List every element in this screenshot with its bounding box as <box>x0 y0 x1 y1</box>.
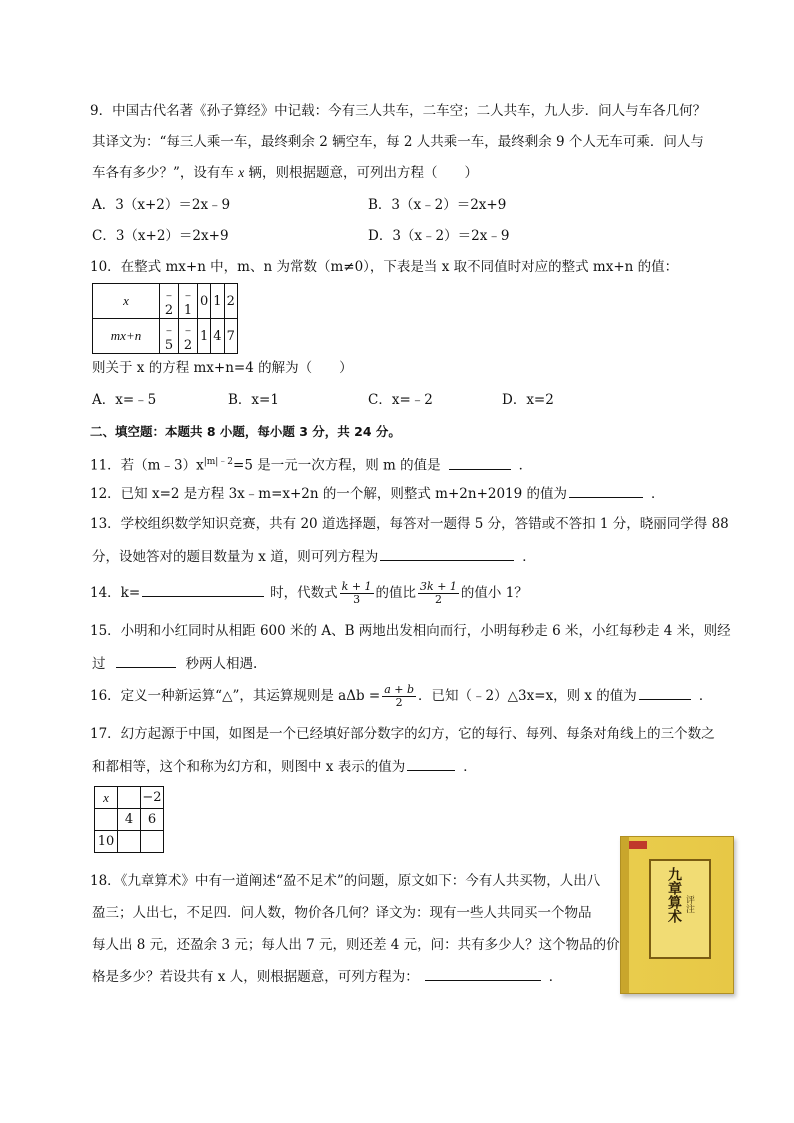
magic-cell: −2 <box>141 787 164 809</box>
table-cell: 1 <box>198 319 211 354</box>
table-row <box>93 319 238 354</box>
q15-line-2: 过 秒两人相遇. <box>92 653 257 674</box>
q9-option-c: C．3（x+2）＝2x+9 <box>92 228 229 244</box>
section-heading: 二、填空题：本题共 8 小题，每小题 3 分，共 24 分。 <box>90 424 401 439</box>
q18-line-1: 18．《九章算术》中有一道阐述“盈不足术”的问题，原文如下：今有人共买物，人出八 <box>90 873 601 889</box>
answer-blank[interactable] <box>639 685 691 700</box>
q10-option-d: D．x=2 <box>502 392 554 408</box>
q16-line: 16．定义一种新运算“△”，其运算规则是 aΔb = $\frac{a + b}{2}$ ．已知（﹣2）△3x=x，则 x 的值为 ． <box>90 683 713 709</box>
table-row <box>93 284 238 319</box>
q15-line-1: 15．小明和小红同时从相距 600 米的 A、B 两地出发相向而行，小明每秒走 6 米，小红每秒走 4 米，则经 <box>90 623 731 639</box>
q18-line-4: 格是多少？若设共有 x 人，则根据题意，可列方程为： ． <box>92 966 562 987</box>
q9-line-3: 车各有多少？”，设有车 x 辆，则根据题意，可列出方程（ ） <box>92 165 478 181</box>
table-row <box>95 787 164 809</box>
table-cell: ﹣2 <box>160 284 179 319</box>
q18-line-2: 盈三；人出七，不足四．问人数，物价各几何？译文为：现有一些人共同买一个物品 <box>92 905 592 921</box>
q10-option-b: B．x=1 <box>228 392 279 408</box>
answer-blank[interactable] <box>449 455 511 470</box>
table-cell: 7 <box>224 319 237 354</box>
table-row <box>95 809 164 831</box>
book-title: 九章算术 <box>666 867 682 923</box>
table-cell: 2 <box>224 284 237 319</box>
magic-cell: 6 <box>141 809 164 831</box>
magic-cell <box>141 831 164 853</box>
q9-option-d: D．3（x﹣2）＝2x﹣9 <box>368 228 510 244</box>
q13-line-1: 13．学校组织数学知识竞赛，共有 20 道选择题，每答对一题得 5 分，答错或不答扣 1 分，晓丽同学得 88 <box>90 516 729 532</box>
table-cell: ﹣5 <box>160 319 179 354</box>
table-cell: 4 <box>211 319 224 354</box>
q12-line: 12．已知 x=2 是方程 3x﹣m=x+2n 的一个解，则整式 m+2n+2019 的值为 ． <box>90 483 665 504</box>
q17-line-2: 和都相等，这个和称为幻方和，则图中 x 表示的值为 ． <box>92 756 477 777</box>
magic-cell: 10 <box>95 831 118 853</box>
q10-option-c: C．x=﹣2 <box>368 392 433 408</box>
table-header-mxn: mx+n <box>93 319 160 354</box>
magic-cell <box>95 809 118 831</box>
q9-line-1: 9．中国古代名著《孙子算经》中记载：今有三人共车，二车空；二人共车，九人步．问人与车各几何？ <box>90 103 707 119</box>
q10-line-1: 10．在整式 mx+n 中，m、n 为常数（m≠0），下表是当 x 取不同值时对应的整式 mx+n 的值： <box>90 259 679 275</box>
q9-option-a: A．3（x+2）＝2x﹣9 <box>92 197 231 213</box>
magic-square <box>94 786 164 853</box>
magic-cell: x <box>95 787 118 809</box>
q14-line: 14．k= 时，代数式 $\frac{k + 1}{3}$ 的值比 $\frac{3k + 1}{2}$ 的值小 1？ <box>90 580 528 606</box>
book-badge <box>629 841 647 849</box>
q13-line-2: 分，设她答对的题目数量为 x 道，则可列方程为 ． <box>92 546 536 567</box>
answer-blank[interactable] <box>407 756 455 771</box>
magic-cell <box>118 787 141 809</box>
answer-blank[interactable] <box>116 653 176 668</box>
q10-option-a: A．x=﹣5 <box>92 392 157 408</box>
table-cell: ﹣2 <box>179 319 198 354</box>
magic-cell: 4 <box>118 809 141 831</box>
table-cell: ﹣1 <box>179 284 198 319</box>
q10-value-table <box>92 283 238 354</box>
answer-blank[interactable] <box>380 546 514 561</box>
table-cell: 1 <box>211 284 224 319</box>
answer-blank[interactable] <box>142 582 264 597</box>
book-subtitle: 评注 <box>684 895 694 913</box>
table-header-x: x <box>93 284 160 319</box>
fraction: $\frac{k + 1}{3}$ <box>341 580 372 606</box>
book-spine <box>621 837 629 993</box>
q10-line-2: 则关于 x 的方程 mx+n=4 的解为（ ） <box>92 360 353 376</box>
answer-blank[interactable] <box>425 966 541 981</box>
magic-cell <box>118 831 141 853</box>
fraction: $\frac{3k + 1}{2}$ <box>420 580 457 606</box>
q17-line-1: 17．幻方起源于中国，如图是一个已经填好部分数字的幻方，它的每行、每列、每条对角线上的三个数之 <box>90 726 715 742</box>
q9-line-2: 其译文为：“每三人乘一车，最终剩余 2 辆空车，每 2 人共乘一车，最终剩余 9 个人无车可乘．问人与 <box>92 134 704 150</box>
fraction: $\frac{a + b}{2}$ <box>384 683 415 709</box>
table-cell: 0 <box>198 284 211 319</box>
q11-line: 11．若$(m﹣3)x^{|m|﹣2}=5$ 是一元一次方程，则 m 的值是 ． <box>90 452 532 476</box>
q18-line-3: 每人出 8 元，还盈余 3 元；每人出 7 元，则还差 4 元，问：共有多少人？这个物品的价 <box>92 937 620 953</box>
q9-option-b: B．3（x﹣2）＝2x+9 <box>368 197 507 213</box>
answer-blank[interactable] <box>569 483 643 498</box>
table-row <box>95 831 164 853</box>
book-cover-image <box>620 836 734 994</box>
